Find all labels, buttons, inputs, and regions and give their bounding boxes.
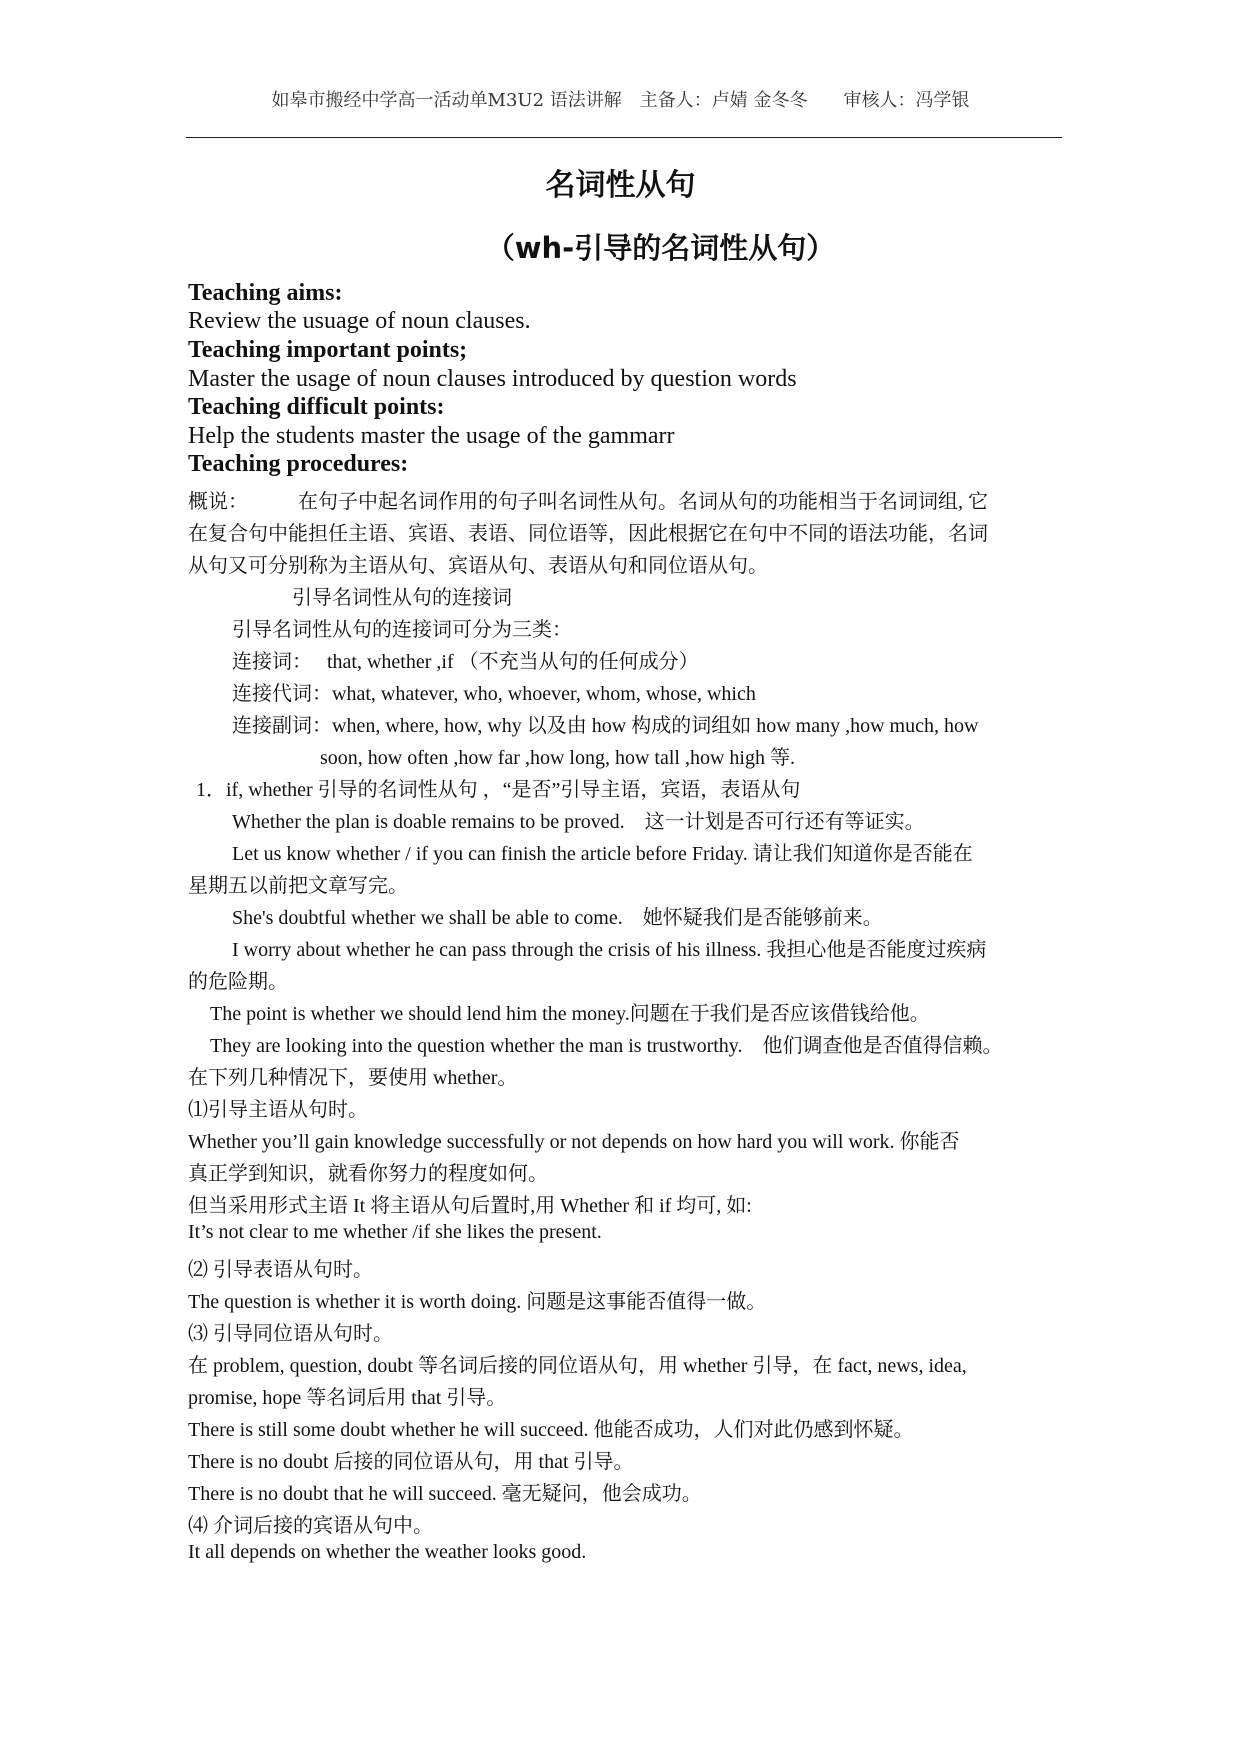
paragraph-line: There is no doubt 后接的同位语从句，用 that 引导。 bbox=[188, 1451, 634, 1473]
paragraph-line: 连接副词：when, where, how, why 以及由 how 构成的词组如 how many ,how much, how bbox=[232, 715, 979, 737]
header-divider bbox=[186, 137, 1062, 138]
paragraph-line: 在 problem, question, doubt 等名词后接的同位语从句，用 whether 引导，在 fact, news, idea, bbox=[188, 1355, 967, 1377]
important-points-text: Master the usage of noun clauses introduced by question words bbox=[188, 366, 797, 392]
difficult-points-heading: Teaching difficult points: bbox=[188, 394, 445, 420]
subsection-heading: ⑴引导主语从句时。 bbox=[188, 1099, 368, 1121]
paragraph-line: 但当采用形式主语 It 将主语从句后置时,用 Whether 和 if 均可, 如: bbox=[188, 1195, 752, 1217]
example-sentence: It all depends on whether the weather looks good. bbox=[188, 1541, 587, 1563]
subsection-heading: ⑶ 引导同位语从句时。 bbox=[188, 1323, 393, 1345]
page-header: 如皋市搬经中学高一活动单M3U2 语法讲解 主备人：卢婧 金冬冬 审核人：冯学银 bbox=[271, 90, 970, 111]
example-sentence: Whether the plan is doable remains to be proved. 这一计划是否可行还有等证实。 bbox=[232, 811, 925, 833]
paragraph-line: 引导名词性从句的连接词可分为三类： bbox=[232, 619, 572, 641]
paragraph-line: soon, how often ,how far ,how long, how tall ,how high 等. bbox=[320, 747, 795, 769]
subsection-heading: ⑵ 引导表语从句时。 bbox=[188, 1259, 373, 1281]
difficult-points-text: Help the students master the usage of the gammarr bbox=[188, 423, 675, 449]
example-sentence: Let us know whether / if you can finish the article before Friday. 请让我们知道你是否能在 bbox=[232, 843, 973, 865]
paragraph-line: 从句又可分别称为主语从句、宾语从句、表语从句和同位语从句。 bbox=[188, 555, 768, 577]
important-points-heading: Teaching important points; bbox=[188, 337, 468, 363]
example-sentence: 真正学到知识，就看你努力的程度如何。 bbox=[188, 1163, 548, 1185]
paragraph-line: 在复合句中能担任主语、宾语、表语、同位语等，因此根据它在句中不同的语法功能，名词 bbox=[188, 523, 988, 545]
example-sentence: I worry about whether he can pass through the crisis of his illness. 我担心他是否能度过疾病 bbox=[232, 939, 987, 961]
example-sentence: Whether you’ll gain knowledge successfully or not depends on how hard you will work. 你能否 bbox=[188, 1131, 960, 1153]
aims-heading: Teaching aims: bbox=[188, 280, 343, 306]
document-subtitle: （wh-引导的名词性从句） bbox=[485, 231, 836, 265]
document-title: 名词性从句 bbox=[545, 168, 696, 203]
section-heading: 引导名词性从句的连接词 bbox=[292, 587, 512, 609]
example-sentence: There is still some doubt whether he will succeed. 他能否成功，人们对此仍感到怀疑。 bbox=[188, 1419, 914, 1441]
example-sentence: The point is whether we should lend him the money.问题在于我们是否应该借钱给他。 bbox=[210, 1003, 930, 1025]
example-sentence: The question is whether it is worth doing. 问题是这事能否值得一做。 bbox=[188, 1291, 767, 1313]
subsection-heading: ⑷ 介词后接的宾语从句中。 bbox=[188, 1515, 433, 1537]
example-sentence: There is no doubt that he will succeed. 毫无疑问，他会成功。 bbox=[188, 1483, 702, 1505]
paragraph-line: 概说： 在句子中起名词作用的句子叫名词性从句。名词从句的功能相当于名词词组, 它 bbox=[188, 491, 988, 513]
paragraph-line: 在下列几种情况下，要使用 whether。 bbox=[188, 1067, 518, 1089]
procedures-heading: Teaching procedures: bbox=[188, 451, 409, 477]
example-sentence: They are looking into the question whether the man is trustworthy. 他们调查他是否值得信赖。 bbox=[210, 1035, 1003, 1057]
example-sentence: 的危险期。 bbox=[188, 971, 288, 993]
paragraph-line: promise, hope 等名词后用 that 引导。 bbox=[188, 1387, 507, 1409]
numbered-item: 1．if, whether 引导的名词性从句 ，“是否”引导主语，宾语，表语从句 bbox=[196, 779, 801, 801]
paragraph-line: 连接代词：what, whatever, who, whoever, whom, whose, which bbox=[232, 683, 756, 705]
aims-text: Review the usuage of noun clauses. bbox=[188, 308, 531, 334]
example-sentence: It’s not clear to me whether /if she likes the present. bbox=[188, 1221, 602, 1243]
example-sentence: She's doubtful whether we shall be able to come. 她怀疑我们是否能够前来。 bbox=[232, 907, 883, 929]
paragraph-line: 连接词： that, whether ,if （不充当从句的任何成分） bbox=[232, 651, 699, 673]
example-sentence: 星期五以前把文章写完。 bbox=[188, 875, 408, 897]
